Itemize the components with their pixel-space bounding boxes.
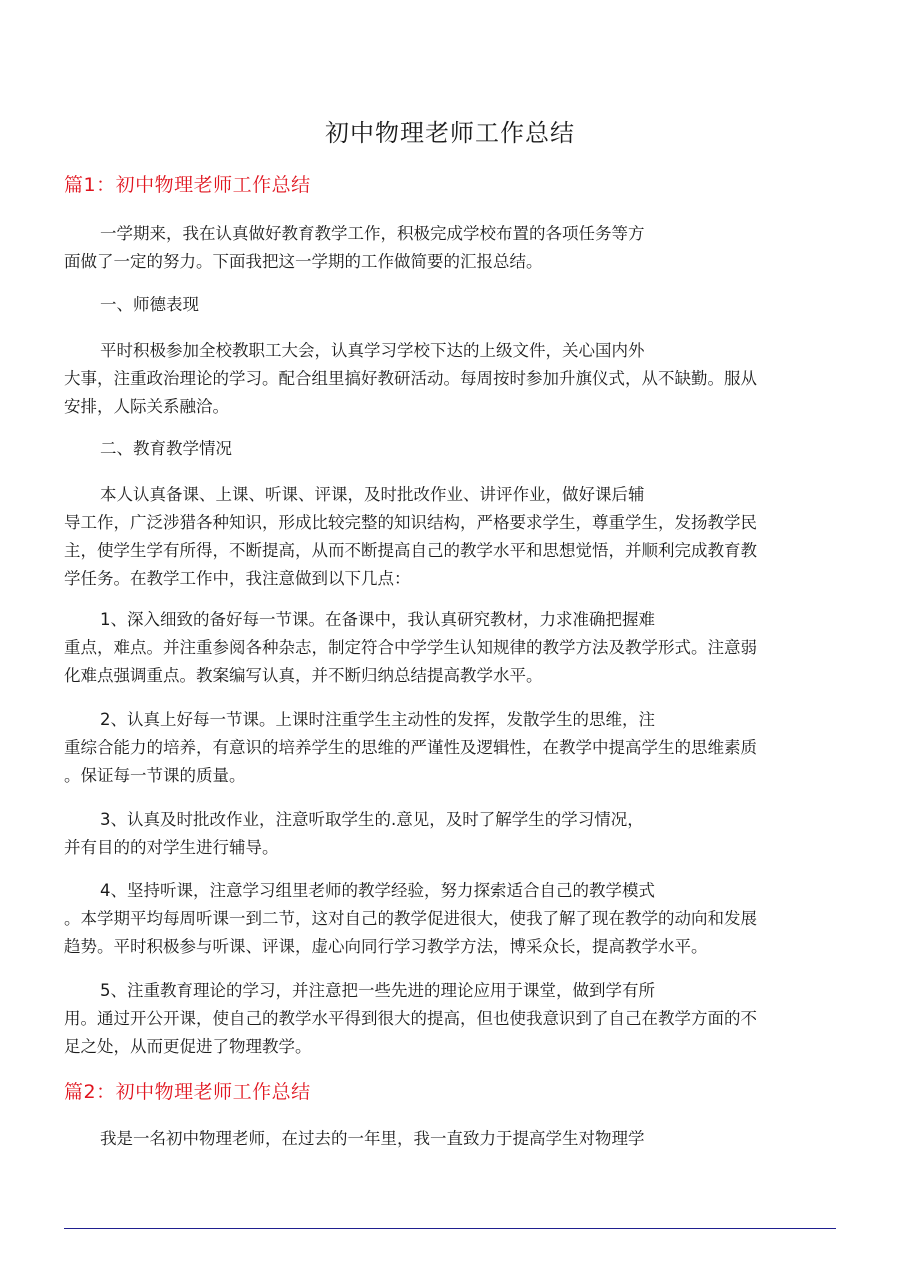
text-line: 二、教育教学情况	[100, 439, 232, 458]
text-line: 并有目的的对学生进行辅导。	[64, 838, 279, 857]
text-line: 5、注重教育理论的学习，并注意把一些先进的理论应用于课堂，做到学有所	[100, 981, 655, 1000]
text-line: 。本学期平均每周听课一到二节，这对自己的教学促进很大，使我了解了现在教学的动向和发展	[64, 909, 757, 928]
paragraph-intro	[64, 220, 844, 276]
footer-divider	[64, 1228, 836, 1229]
paragraph-point-5	[64, 977, 844, 1061]
text-line: 学任务。在教学工作中，我注意做到以下几点：	[64, 569, 411, 588]
section-heading-1: 篇1：初中物理老师工作总结	[64, 174, 311, 196]
text-line: 导工作，广泛涉猎各种知识，形成比较完整的知识结构，严格要求学生，尊重学生，发扬教学民	[64, 513, 757, 532]
text-line: 大事，注重政治理论的学习。配合组里搞好教研活动。每周按时参加升旗仪式，从不缺勤。服从	[64, 369, 757, 388]
text-line: 用。通过开公开课，使自己的教学水平得到很大的提高，但也使我意识到了自己在教学方面的不	[64, 1009, 757, 1028]
paragraph-point-1	[64, 606, 844, 690]
paragraph-point-2	[64, 706, 844, 790]
subheading-ethics	[64, 291, 844, 319]
text-line: 主，使学生学有所得，不断提高，从而不断提高自己的教学水平和思想觉悟，并顺利完成教育教	[64, 541, 757, 560]
paragraph-point-4	[64, 877, 844, 961]
text-line: 2、认真上好每一节课。上课时注重学生主动性的发挥，发散学生的思维，注	[100, 710, 655, 729]
text-line: 本人认真备课、上课、听课、评课，及时批改作业、讲评作业，做好课后辅	[100, 485, 645, 504]
paragraph-teaching	[64, 481, 844, 593]
text-line: 安排，人际关系融洽。	[64, 397, 229, 416]
text-line: 面做了一定的努力。下面我把这一学期的工作做简要的汇报总结。	[64, 252, 543, 271]
text-line: 重综合能力的培养，有意识的培养学生的思维的严谨性及逻辑性，在教学中提高学生的思维素质	[64, 738, 757, 757]
paragraph-section2-intro	[64, 1125, 844, 1153]
section-heading-2: 篇2：初中物理老师工作总结	[64, 1081, 311, 1103]
text-line: 平时积极参加全校教职工大会，认真学习学校下达的上级文件，关心国内外	[100, 341, 645, 360]
text-line: 一、师德表现	[100, 295, 199, 314]
subheading-teaching	[64, 435, 844, 463]
text-line: 化难点强调重点。教案编写认真，并不断归纳总结提高教学水平。	[64, 666, 543, 685]
text-line: 我是一名初中物理老师，在过去的一年里，我一直致力于提高学生对物理学	[100, 1129, 645, 1148]
paragraph-point-3	[64, 806, 844, 862]
document-title: 初中物理老师工作总结	[325, 119, 575, 147]
text-line: 重点，难点。并注重参阅各种杂志，制定符合中学学生认知规律的教学方法及教学形式。注意弱	[64, 638, 757, 657]
text-line: 3、认真及时批改作业，注意听取学生的.意见，及时了解学生的学习情况，	[100, 810, 644, 829]
text-line: 。保证每一节课的质量。	[64, 766, 246, 785]
text-line: 足之处，从而更促进了物理教学。	[64, 1037, 312, 1056]
text-line: 1、深入细致的备好每一节课。在备课中，我认真研究教材，力求准确把握难	[100, 610, 655, 629]
paragraph-ethics	[64, 337, 844, 421]
text-line: 趋势。平时积极参与听课、评课，虚心向同行学习教学方法，博采众长，提高教学水平。	[64, 937, 708, 956]
text-line: 一学期来，我在认真做好教育教学工作，积极完成学校布置的各项任务等方	[100, 224, 645, 243]
text-line: 4、坚持听课，注意学习组里老师的教学经验，努力探索适合自己的教学模式	[100, 881, 655, 900]
